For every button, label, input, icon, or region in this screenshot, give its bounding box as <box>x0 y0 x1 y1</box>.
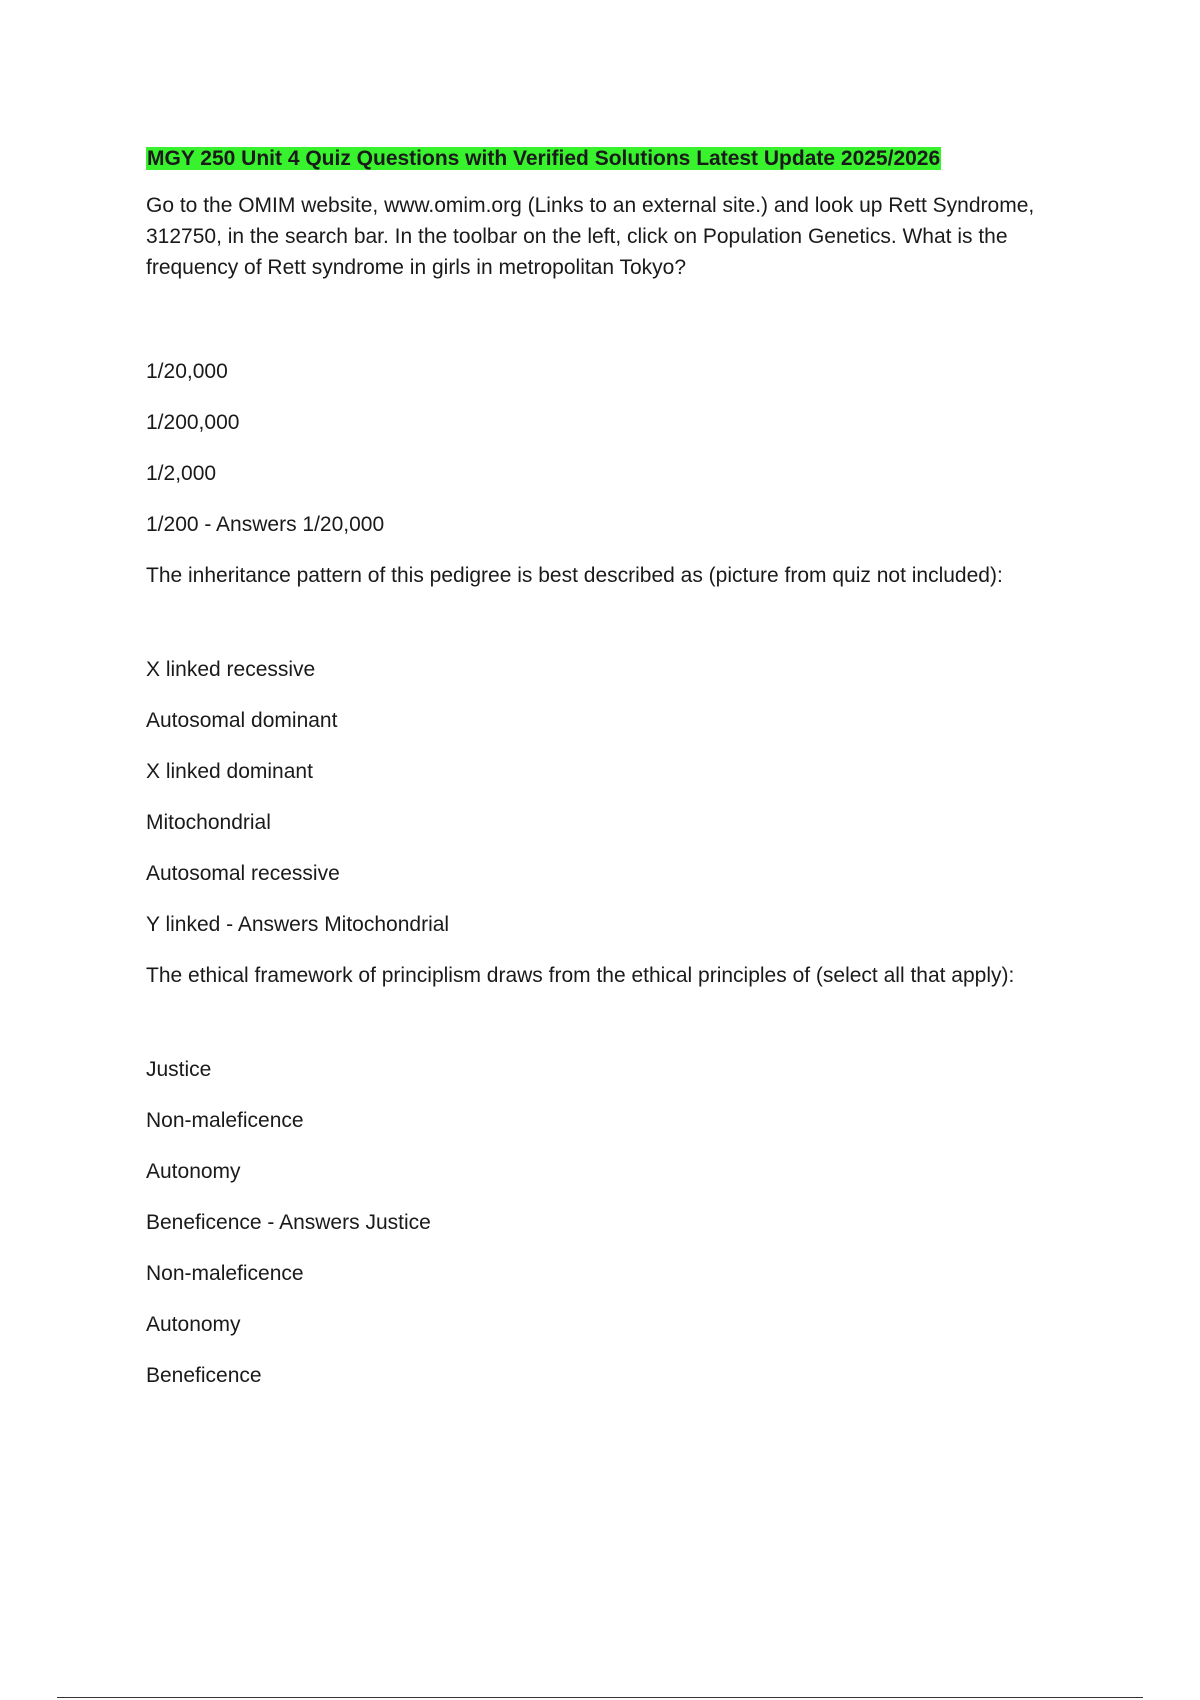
option: X linked recessive <box>146 658 316 681</box>
document-page <box>146 143 1086 1411</box>
option: 1/2,000 <box>146 462 217 485</box>
question-3 <box>146 960 1086 1391</box>
option: Mitochondrial <box>146 811 271 834</box>
option: 1/200,000 <box>146 411 240 434</box>
question-1-text: Go to the OMIM website, www.omim.org (Links to an external site.) and look up Rett Syndrome, 312750, in the search bar. In the toolbar on the left, click on Population Genetics. What is the frequency of Rett syndrome in girls in metropolitan Tokyo? <box>146 194 1035 279</box>
document-title <box>146 143 1086 174</box>
option: Autosomal recessive <box>146 862 340 885</box>
option: Non-maleficence <box>146 1262 304 1285</box>
answer-option: Y linked - Answers Mitochondrial <box>146 913 450 936</box>
question-2-options <box>146 654 1086 940</box>
option: Autonomy <box>146 1160 241 1183</box>
option: Non-maleficence <box>146 1109 304 1132</box>
answer-option: Beneficence - Answers Justice <box>146 1211 431 1234</box>
question-3-options <box>146 1054 1086 1391</box>
option: Justice <box>146 1058 212 1081</box>
title-highlight: MGY 250 Unit 4 Quiz Questions with Verified Solutions Latest Update 2025/2026 <box>147 147 941 170</box>
question-2 <box>146 560 1086 940</box>
option: X linked dominant <box>146 760 313 783</box>
option: Autosomal dominant <box>146 709 338 732</box>
question-3-text: The ethical framework of principlism draws from the ethical principles of (select all that apply): <box>146 964 1015 987</box>
question-2-text: The inheritance pattern of this pedigree is best described as (picture from quiz not included): <box>146 564 1003 587</box>
question-1-options <box>146 356 1086 540</box>
option: Beneficence <box>146 1364 262 1387</box>
option: 1/20,000 <box>146 360 228 383</box>
footer-rule <box>57 1697 1143 1698</box>
question-1 <box>146 190 1086 540</box>
option: Autonomy <box>146 1313 241 1336</box>
answer-option: 1/200 - Answers 1/20,000 <box>146 513 385 536</box>
